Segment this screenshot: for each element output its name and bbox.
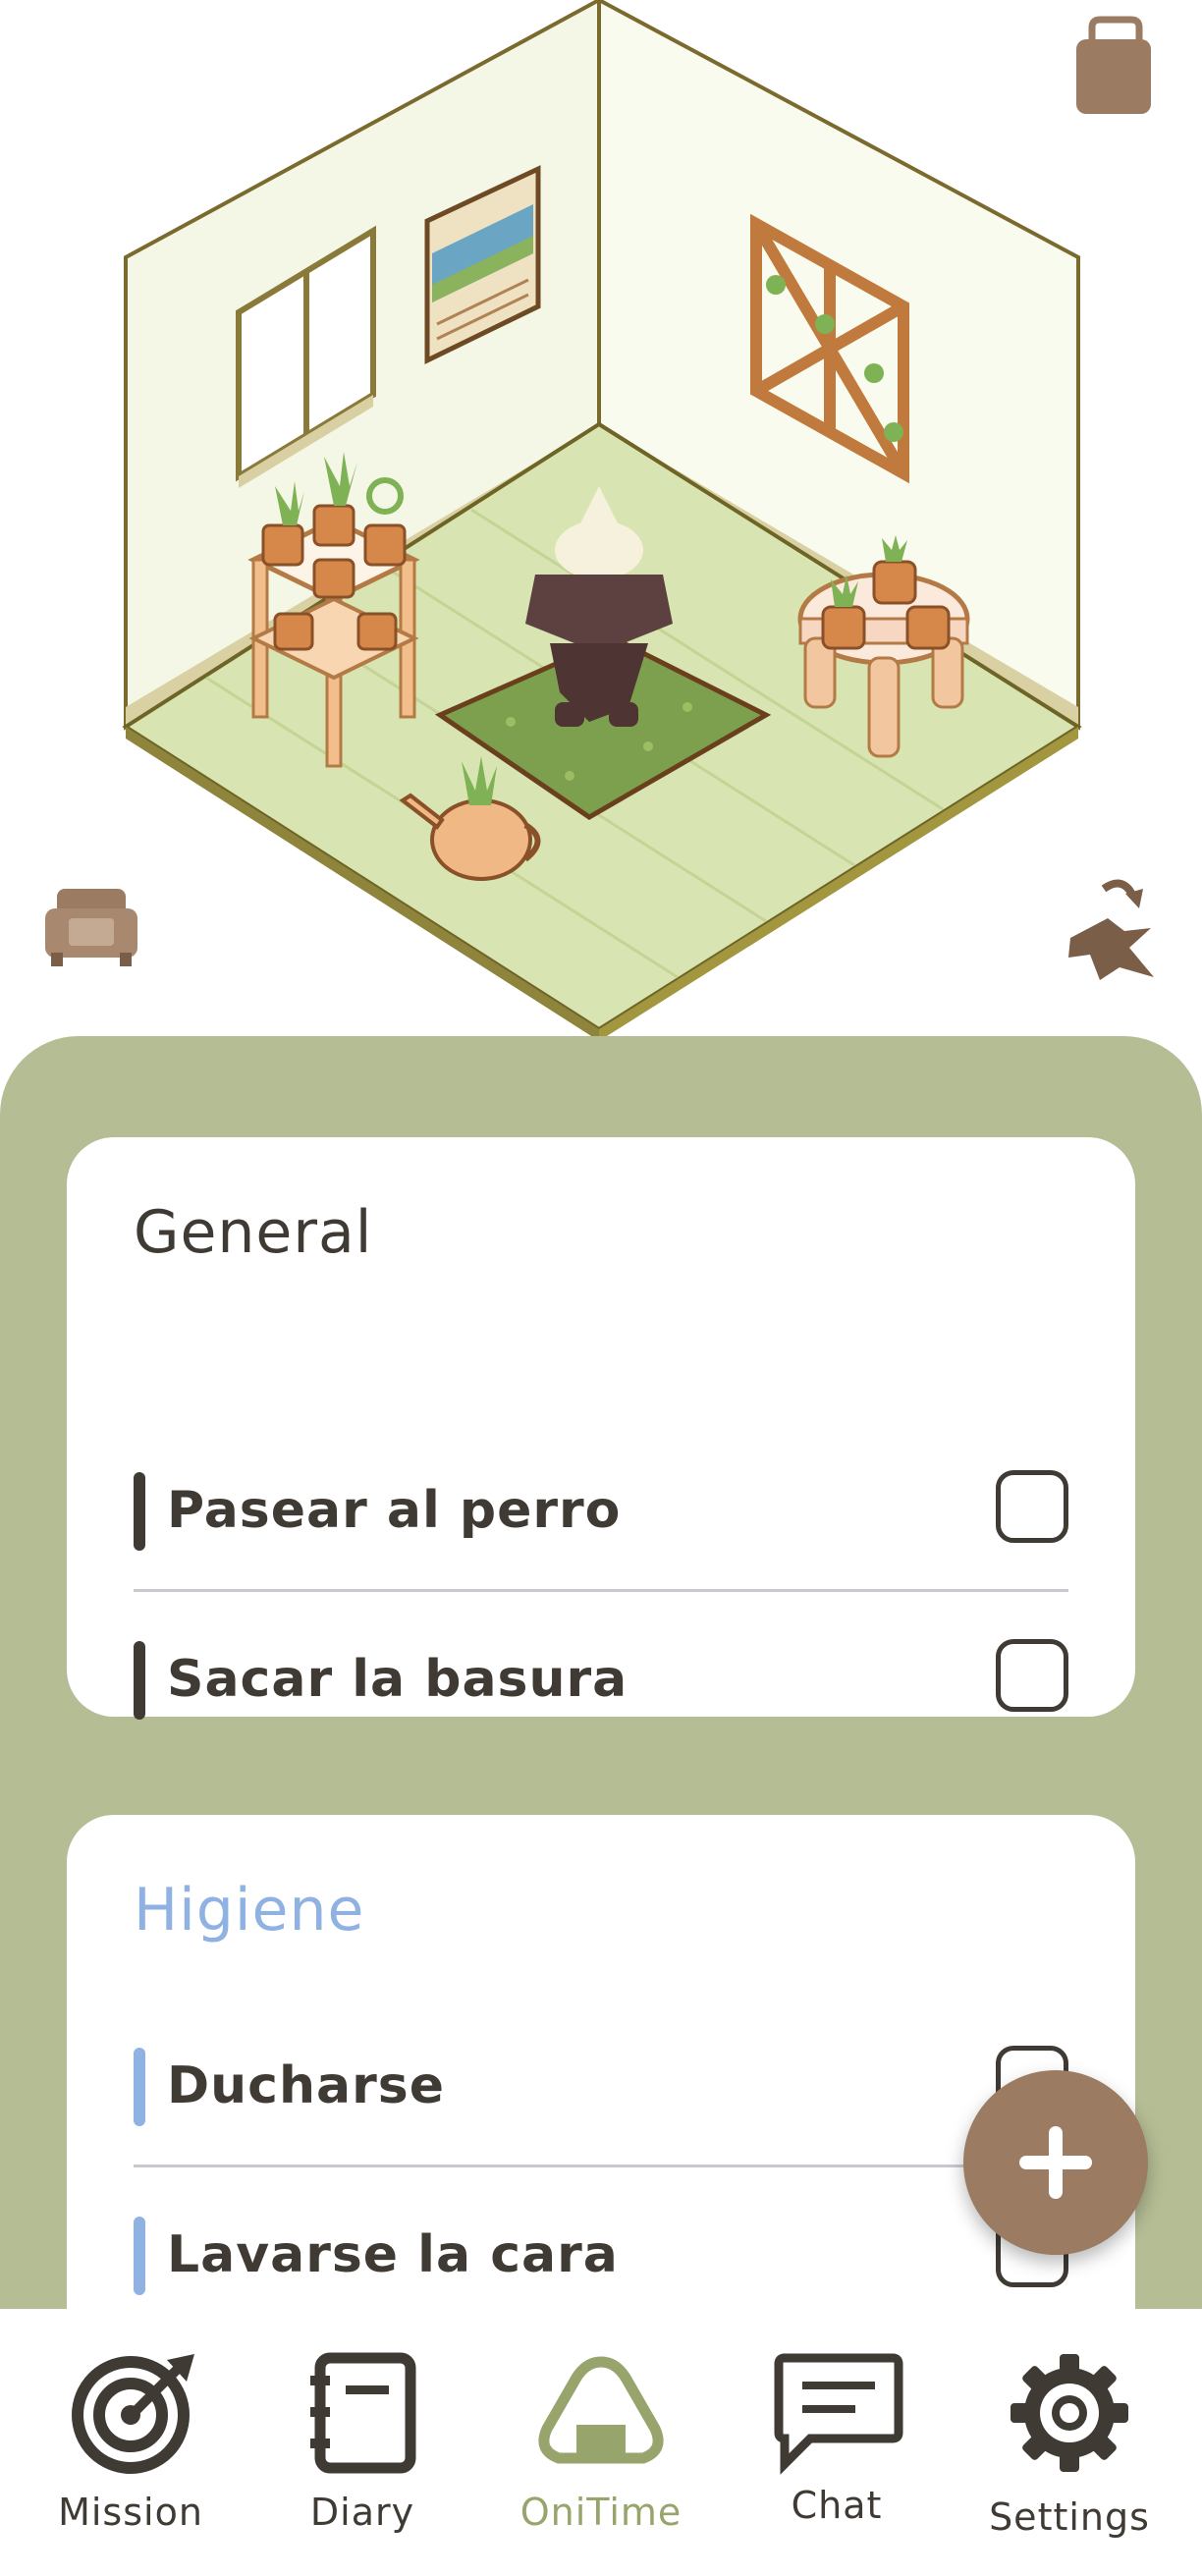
task-label: Lavarse la cara: [167, 2225, 619, 2284]
nav-item-mission[interactable]: [18, 2309, 244, 2576]
divider: [134, 2165, 1068, 2167]
isometric-pixel-room[interactable]: [0, 0, 1202, 1041]
divider: [134, 1589, 1068, 1592]
notebook-icon: [249, 2348, 475, 2476]
task-label: Pasear al perro: [167, 1481, 622, 1540]
category-card-general: [67, 1137, 1135, 1717]
task-checkbox[interactable]: [996, 1639, 1068, 1712]
task-label: Ducharse: [167, 2056, 445, 2115]
nav-label: Diary: [309, 2491, 415, 2534]
nav-label: OniTime: [519, 2491, 683, 2534]
category-color-bar: [134, 1472, 145, 1551]
category-color-bar: [134, 2048, 145, 2126]
task-checkbox[interactable]: [996, 1470, 1068, 1543]
task-row[interactable]: [134, 2212, 1068, 2300]
gear-icon: [956, 2348, 1182, 2476]
category-color-bar: [134, 2217, 145, 2295]
category-title: Higiene: [134, 1876, 365, 1945]
add-task-button[interactable]: [963, 2070, 1148, 2255]
category-color-bar: [134, 1641, 145, 1720]
nav-label: Chat: [791, 2484, 883, 2527]
plus-icon: [1011, 2118, 1100, 2207]
category-title: General: [134, 1198, 373, 1267]
swap-character-icon[interactable]: [1068, 884, 1154, 980]
task-row[interactable]: [134, 1636, 1068, 1725]
nav-item-settings[interactable]: [956, 2309, 1182, 2576]
nav-item-onitime[interactable]: [488, 2309, 714, 2576]
task-row[interactable]: [134, 1467, 1068, 1556]
nav-label: Settings: [989, 2495, 1150, 2539]
onigiri-icon: [488, 2348, 714, 2476]
bottom-navigation: [0, 2309, 1202, 2576]
task-label: Sacar la basura: [167, 1650, 628, 1709]
shopping-bag-icon[interactable]: [1076, 20, 1151, 114]
chat-bubble-icon: [724, 2348, 950, 2476]
target-icon: [18, 2348, 244, 2476]
nav-item-chat[interactable]: [724, 2309, 950, 2576]
armchair-icon[interactable]: [45, 889, 137, 966]
nav-label: Mission: [58, 2491, 203, 2534]
task-row[interactable]: [134, 2043, 1068, 2131]
nav-item-diary[interactable]: [249, 2309, 475, 2576]
